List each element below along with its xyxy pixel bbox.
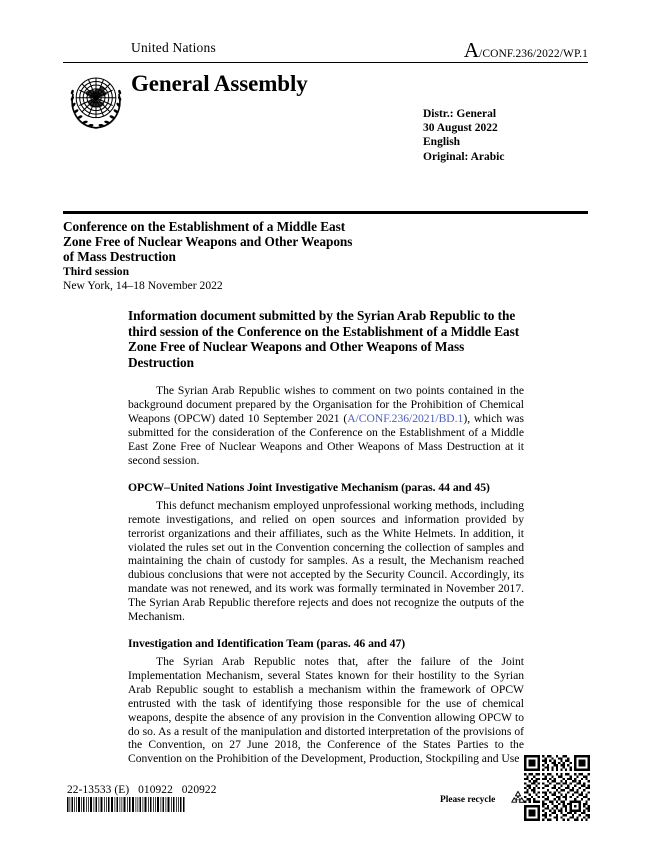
- footer-right: [440, 786, 600, 846]
- page-title: Information document submitted by the Syrian Arab Republic to the third session of the Conference on the Establishment of a Middle East Zone Free of Nuclear Weapons and Other Weapons of Mass Destruction: [128, 308, 520, 370]
- masthead-main-row: [63, 67, 588, 163]
- un-emblem-icon: [63, 69, 129, 133]
- footer-left: [67, 784, 327, 812]
- intro-text-after-link: ), which was submitted for the consideration of the Conference on the Establishment of a Middle East Zone Free of Nuclear Weapons and Other Weapons of Mass Destruction at it second session.: [128, 412, 524, 467]
- conference-session: Third session: [63, 265, 130, 279]
- document-symbol-prefix: A: [463, 38, 480, 62]
- job-number: 22-13533 (E): [67, 784, 130, 796]
- intro-text-before-link: The Syrian Arab Republic wishes to comment on two points contained in the background document prepared by the Organisation for the Prohibition of Chemical Weapons (OPCW) dated 10 September 2021 (: [128, 384, 524, 426]
- document-symbol-rest: /CONF.236/2022/WP.1: [479, 48, 588, 60]
- conference-title: [63, 220, 588, 264]
- document-symbol: [464, 38, 588, 63]
- footer-date-codes: 010922 020922: [138, 784, 217, 796]
- distribution-original: Original: Arabic: [423, 150, 505, 163]
- distribution-block: [423, 107, 504, 164]
- section-heading-jim: OPCW–United Nations Joint Investigative Mechanism (paras. 44 and 45): [128, 480, 490, 494]
- distribution-line: Distr.: General: [423, 108, 497, 120]
- body-name-title: General Assembly: [131, 71, 308, 96]
- conference-header: [63, 220, 588, 292]
- organization-name: United Nations: [131, 40, 216, 55]
- section-paragraph-jim: This defunct mechanism employed unprofessional working methods, including remote investigations, and relied on open sources and information provided by terrorist organizations and their affiliates, such as the White Helmets. In addition, it violated the rules set out in the Convention concerning the collection of samples and maintaining the chain of custody for samples. As a result, the Mechanism reached dubious conclusions that were not accepted by the Security Council. Accordingly, its mandate was not renewed, and its work was formally terminated in November 2017. The Syrian Arab Republic therefore rejects and does not recognize the outputs of the Mechanism.: [128, 498, 524, 624]
- masthead-divider-rule: [63, 62, 588, 63]
- section-heading-iit: Investigation and Identification Team (paras. 46 and 47): [128, 636, 406, 650]
- related-document-link[interactable]: A/CONF.236/2021/BD.1: [347, 412, 464, 426]
- masthead-top-row: [63, 40, 588, 60]
- conference-place-date: New York, 14–18 November 2022: [63, 278, 223, 292]
- conference-title-line: Zone Free of Nuclear Weapons and Other Weapons: [63, 233, 353, 249]
- section-paragraph-iit: The Syrian Arab Republic notes that, after the failure of the Joint Implementation Mechanism, several States known for their hostility to the Syrian Arab Republic sought to establish a mechanism within the framework of OPCW entrusted with the task of identifying those responsible for the use of chemical weapons, despite the absence of any provision in the Convention allowing OPCW to do so. As a result of the manipulation and distorted interpretation of the provisions of the Convention, on 27 June 2018, the Conference of the States Parties to the Convention on the Prohibition of the Development, Production, Stockpiling and Use: [128, 654, 524, 766]
- conference-title-line: Conference on the Establishment of a Middle East: [63, 219, 346, 234]
- intro-paragraph: [128, 384, 524, 467]
- masthead: [63, 38, 588, 163]
- qr-code: [524, 755, 590, 821]
- conference-title-line: of Mass Destruction: [63, 248, 176, 264]
- recycle-label: Please recycle: [440, 795, 496, 805]
- footer-job-number: [67, 784, 327, 796]
- distribution-date: 30 August 2022: [423, 122, 498, 135]
- distribution-language: English: [423, 136, 461, 149]
- barcode: [67, 797, 185, 812]
- document-body: [128, 308, 524, 779]
- conference-divider-rule: [63, 211, 588, 214]
